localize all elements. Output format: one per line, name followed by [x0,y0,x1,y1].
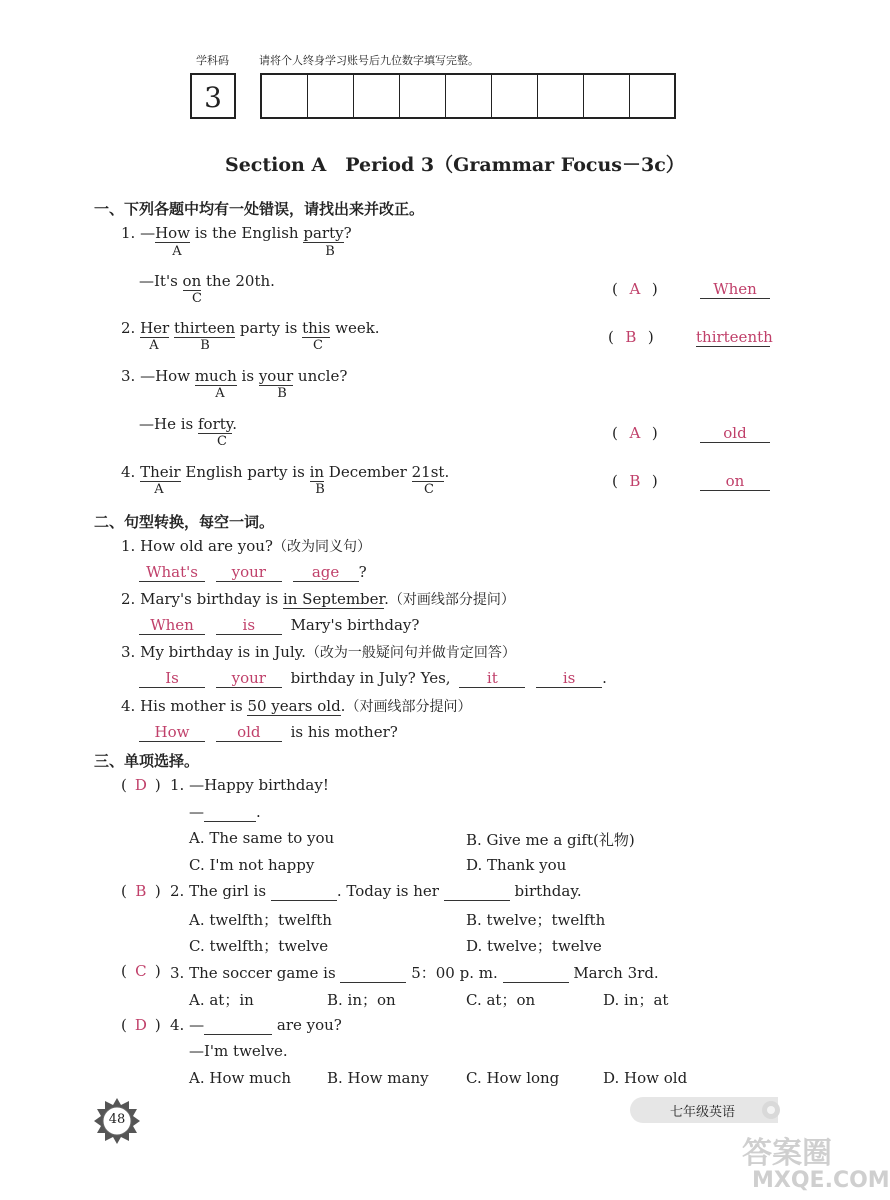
digit-cell[interactable] [262,75,308,117]
fill-blank[interactable] [204,1016,272,1035]
digit-cell[interactable] [538,75,584,117]
label-c: C [192,291,202,306]
fill-blank[interactable]: your [216,563,282,582]
mc-answer-paren[interactable]: ( D ) [121,776,161,794]
mc-option[interactable]: C. twelfth；twelve [189,937,329,955]
part1-heading: 一、下列各题中均有一处错误，请找出来并改正。 [94,200,425,218]
mc-option[interactable]: A. twelfth；twelfth [189,911,332,929]
page-title: Section A Period 3（Grammar Focus－3c） [225,154,685,176]
mc-option[interactable]: B. Give me a gift(礼物) [466,831,635,849]
fill-blank[interactable]: is [216,616,282,635]
subject-code-box [190,73,236,119]
label-c: C [424,482,434,497]
answer-paren: ( B ) [612,472,658,490]
answer-paren: ( A ) [612,280,658,298]
watermark-url: MXQE.COM [752,1168,890,1193]
underlined-word: your [258,367,294,385]
underlined-phrase: 50 years old [247,697,341,715]
mc-option[interactable]: A. The same to you [189,829,335,847]
label-a: A [149,338,159,353]
fill-blank[interactable]: age [293,563,359,582]
correction-field[interactable]: thirteenth [696,328,773,346]
mc-option[interactable]: D. How old [603,1069,688,1087]
part2-heading: 二、句型转换，每空一词。 [94,513,275,531]
fill-blank[interactable]: your [216,669,282,688]
mc-option[interactable]: C. I'm not happy [189,856,315,874]
underlined-word: forty [198,415,233,433]
underlined-word: 21st [411,463,445,481]
mc-answer-paren[interactable]: ( C ) [121,962,161,980]
answer-paren: ( B ) [608,328,654,346]
mc-q2-stem: 2. The girl is . Today is her birthday. [170,882,582,900]
page-number: 48 [108,1112,126,1127]
mc-q4-reply: —I'm twelve. [189,1042,288,1060]
mc-answer-paren[interactable]: ( D ) [121,1016,161,1034]
mc-option[interactable]: B. How many [327,1069,429,1087]
digit-cell[interactable] [446,75,492,117]
digit-cell[interactable] [354,75,400,117]
p2-q3-answer: Is your birthday in July? Yes, it is . [139,669,607,688]
mc-option[interactable]: D. twelve；twelve [466,937,602,955]
correction-field[interactable]: old [700,424,770,443]
label-a: A [215,386,225,401]
mc-q1-stem: 1. —Happy birthday! [170,776,329,794]
p1-q1-line1: 1. —How is the English party? [121,224,352,242]
digit-cell[interactable] [630,75,676,117]
mc-option[interactable]: A. at；in [189,991,254,1009]
p2-q4-answer: How old is his mother? [139,723,398,742]
p1-q1-line2: —It's on the 20th. [139,272,275,290]
p1-q2-line: 2. Her thirteen party is this week. [121,319,380,337]
underlined-word: Her [140,319,170,337]
mc-option[interactable]: C. How long [466,1069,560,1087]
mc-answer-paren[interactable]: ( B ) [121,882,161,900]
underlined-phrase: in September [282,590,385,608]
fill-blank[interactable] [503,964,569,983]
p2-q4-prompt: 4. His mother is 50 years old.（对画线部分提问） [121,697,472,715]
p1-q3-line2: —He is forty. [139,415,238,433]
instruction-text: 请将个人终身学习账号后九位数字填写完整。 [259,54,479,67]
p2-q1-prompt: 1. How old are you?（改为同义句） [121,537,371,555]
fill-blank[interactable]: is [536,669,602,688]
footer-book-title: 七年级英语 [670,1105,736,1120]
correction-field[interactable]: When [700,280,770,299]
p2-q1-answer: What's your age ? [139,563,367,582]
p2-q2-prompt: 2. Mary's birthday is in September.（对画线部分提问） [121,590,515,608]
mc-q4-stem: 4. — are you? [170,1016,342,1034]
fill-blank[interactable] [444,882,510,901]
digit-cell[interactable] [400,75,446,117]
answer-paren: ( A ) [612,424,658,442]
label-c: C [217,434,227,449]
mc-q1-reply: — . [189,803,261,821]
mc-q3-stem: 3. The soccer game is 5：00 p. m. March 3rd. [170,964,659,982]
underlined-word: How [155,224,191,242]
digit-cell[interactable] [492,75,538,117]
fill-blank[interactable]: What's [139,563,205,582]
underlined-word: Their [140,463,181,481]
fill-blank[interactable] [271,882,337,901]
mc-option[interactable]: C. at；on [466,991,536,1009]
underlined-word: in [309,463,325,481]
fill-blank[interactable]: How [139,723,205,742]
p1-q4-line: 4. Their English party is in December 21st. [121,463,450,481]
underlined-word: this [302,319,331,337]
fill-blank[interactable]: it [459,669,525,688]
flower-decoration-icon [760,1099,782,1121]
fill-blank[interactable]: When [139,616,205,635]
mc-option[interactable]: D. Thank you [466,856,567,874]
underlined-word: party [303,224,344,242]
account-number-boxes[interactable] [260,73,676,119]
mc-option[interactable]: D. in；at [603,991,669,1009]
label-b: B [200,338,210,353]
label-b: B [277,386,287,401]
part3-heading: 三、单项选择。 [94,752,200,770]
label-a: A [172,244,182,259]
fill-blank[interactable]: Is [139,669,205,688]
subject-code-value: 3 [204,81,222,114]
digit-cell[interactable] [308,75,354,117]
mc-option[interactable]: B. in；on [327,991,396,1009]
underlined-word: on [182,272,202,290]
fill-blank[interactable] [204,803,256,822]
p2-q3-prompt: 3. My birthday is in July.（改为一般疑问句并做肯定回答） [121,643,516,661]
fill-blank[interactable]: old [216,723,282,742]
label-b: B [315,482,325,497]
label-b: B [325,244,335,259]
mc-option[interactable]: B. twelve；twelfth [466,911,606,929]
underlined-word: much [194,367,237,385]
p1-q3-line1: 3. —How much is your uncle? [121,367,348,385]
subject-code-label: 学科码 [196,54,229,67]
correction-field[interactable]: on [700,472,770,491]
label-a: A [154,482,164,497]
digit-cell[interactable] [584,75,630,117]
watermark-logo: 答案圈 [742,1136,832,1171]
fill-blank[interactable] [340,964,406,983]
p2-q2-answer: When is Mary's birthday? [139,616,419,635]
label-c: C [313,338,323,353]
underlined-word: thirteen [174,319,236,337]
mc-option[interactable]: A. How much [189,1069,292,1087]
